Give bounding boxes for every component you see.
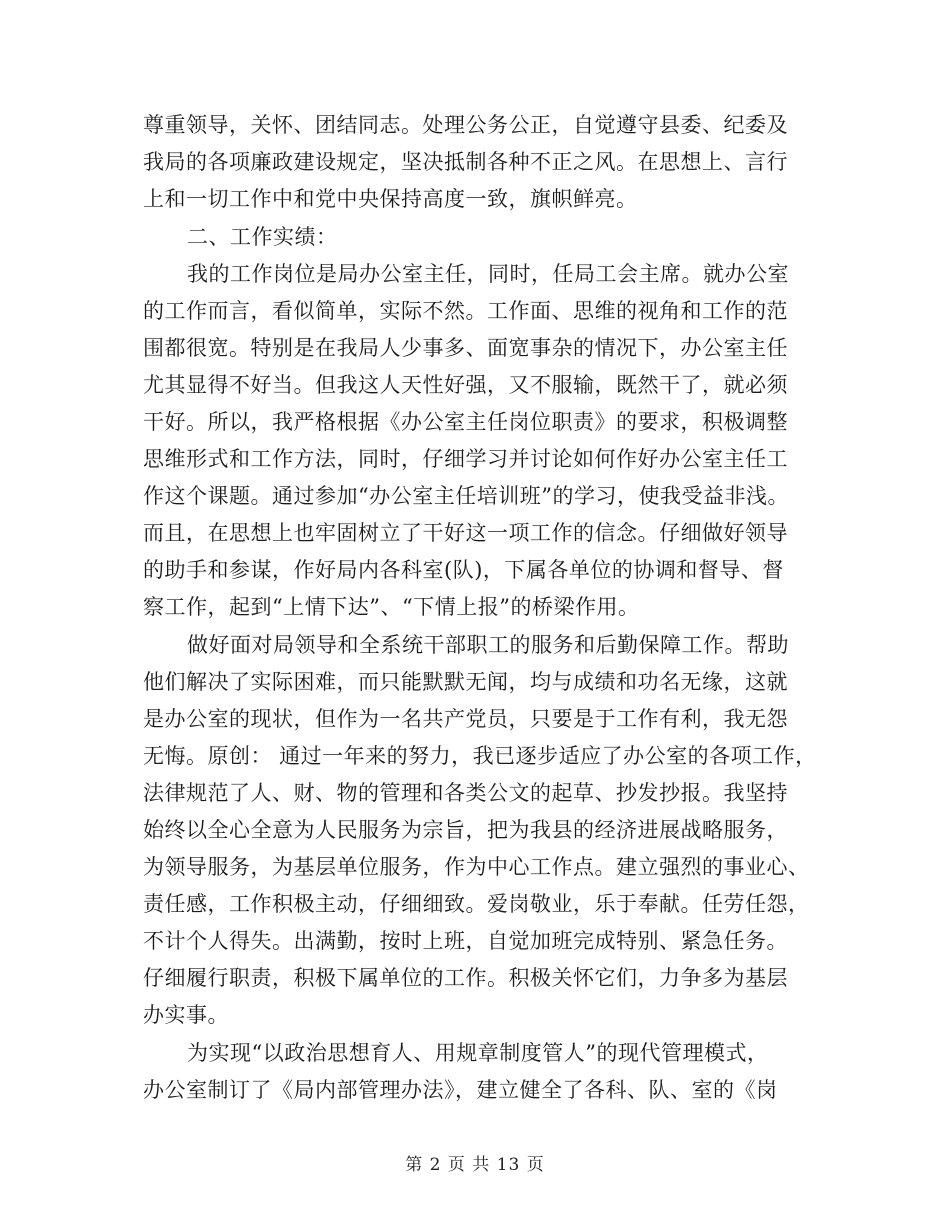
text-line: 察工作，起到“上情下达”、“下情上报”的桥梁作用。 [143,595,640,619]
text-line: 我局的各项廉政建设规定，坚决抵制各种不正之风。在思想上、言行 [143,150,788,174]
text-line: 的助手和参谋，作好局内各科室(队)，下属各单位的协调和督导、督 [143,558,784,582]
text-line: 上和一切工作中和党中央保持高度一致，旗帜鲜亮。 [143,187,638,211]
text-line: 他们解决了实际困难，而只能默默无闻，均与成绩和功名无缘，这就 [143,670,788,694]
text-line: 仔细履行职责，积极下属单位的工作。积极关怀它们，力争多为基层 [143,966,788,990]
text-line: 责任感，工作积极主动，仔细细致。爱岗敬业，乐于奉献。任劳任怨， [143,892,810,916]
text-line: 尤其显得不好当。但我这人天性好强，又不服输，既然干了，就必须 [143,373,788,397]
text-line: 为实现“以政治思想育人、用规章制度管人”的现代管理模式， [187,1041,769,1065]
text-line: 办公室制订了《局内部管理办法》，建立健全了各科、队、室的《岗 [143,1078,778,1102]
text-line: 尊重领导，关怀、团结同志。处理公务公正，自觉遵守县委、纪委及 [143,113,788,137]
text-line: 无悔。原创： 通过一年来的努力，我已逐步适应了办公室的各项工作， [143,744,817,768]
text-line: 而且，在思想上也牢固树立了干好这一项工作的信念。仔细做好领导 [143,521,788,545]
text-line: 我的工作岗位是局办公室主任，同时，任局工会主席。就办公室 [187,262,789,286]
text-line: 围都很宽。特别是在我局人少事多、面宽事杂的情况下，办公室主任 [143,336,788,360]
page-number-footer: 第 2 页 共 13 页 [405,1155,545,1175]
section-heading: 二、工作实绩： [187,225,338,249]
text-line: 不计个人得失。出满勤，按时上班，自觉加班完成特别、紧急任务。 [143,929,788,953]
text-line: 办实事。 [143,1003,229,1027]
text-line: 为领导服务，为基层单位服务，作为中心工作点。建立强烈的事业心、 [143,855,810,879]
text-line: 干好。所以，我严格根据《办公室主任岗位职责》的要求，积极调整 [143,410,788,434]
text-line: 的工作而言，看似简单，实际不然。工作面、思维的视角和工作的范 [143,299,788,323]
text-line: 做好面对局领导和全系统干部职工的服务和后勤保障工作。帮助 [187,633,789,657]
text-line: 作这个课题。通过参加“办公室主任培训班”的学习，使我受益非浅。 [143,484,789,508]
text-line: 始终以全心全意为人民服务为宗旨，把为我县的经济进展战略服务， [143,818,788,842]
text-line: 法律规范了人、财、物的管理和各类公文的起草、抄发抄报。我坚持 [143,781,788,805]
text-line: 思维形式和工作方法，同时，仔细学习并讨论如何作好办公室主任工 [143,447,788,471]
text-line: 是办公室的现状，但作为一名共产党员，只要是于工作有利，我无怨 [143,707,788,731]
